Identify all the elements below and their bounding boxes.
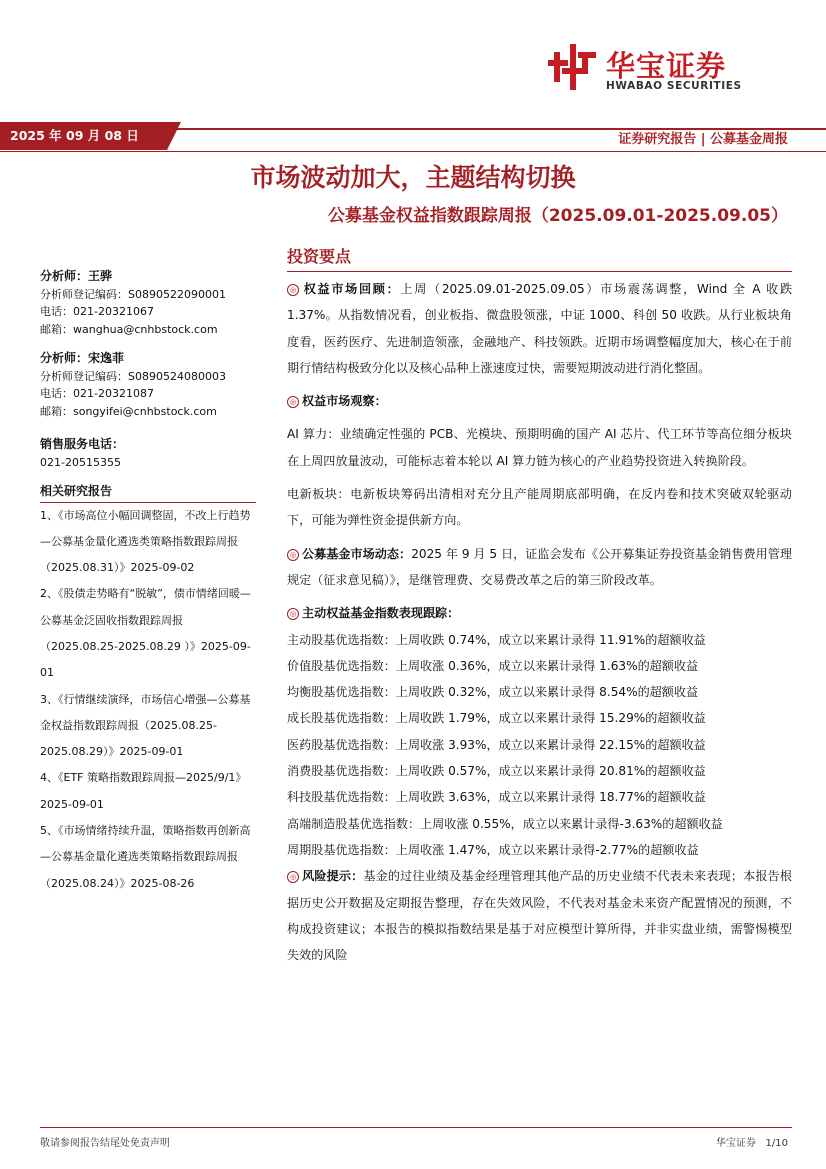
page-subtitle: 公募基金权益指数跟踪周报（2025.09.01-2025.09.05） bbox=[327, 206, 788, 226]
footer-company: 华宝证券 bbox=[715, 1138, 756, 1149]
market-review bbox=[287, 276, 792, 381]
index-list bbox=[287, 627, 792, 864]
index-tracking-label: ◎ 主动权益基金指数表现跟踪： bbox=[287, 600, 792, 626]
analyst-name: 分析师：王骅 bbox=[40, 269, 113, 283]
index-item: 成长股基优选指数：上周收跌 1.79%，成立以来累计录得 15.29%的超额收益 bbox=[287, 711, 706, 726]
analyst-email: 邮箱：wanghua@cnhbstock.com bbox=[40, 322, 218, 336]
related-report-item: 1、《市场高位小幅回调整固，不改上行趋势—公募基金量化遴选类策略指数跟踪周报（2025.08.31）》2025-09-02 bbox=[40, 508, 251, 575]
analyst-name: 分析师：宋逸菲 bbox=[40, 351, 125, 365]
index-item: 主动股基优选指数：上周收跌 0.74%，成立以来累计录得 11.91%的超额收益 bbox=[287, 632, 706, 647]
sidebar bbox=[40, 262, 256, 897]
related-report-item: 2、《股债走势略有“脱敏”，债市情绪回暖—公募基金泛固收指数跟踪周报 （2025.08.25-2025.08.29 ）》2025-09-01 bbox=[40, 587, 251, 680]
index-item: 价值股基优选指数：上周收涨 0.36%，成立以来累计录得 1.63%的超额收益 bbox=[287, 658, 699, 673]
logo-english-name: HWABAO SECURITIES bbox=[606, 80, 742, 92]
index-item: 科技股基优选指数：上周收跌 3.63%，成立以来累计录得 18.77%的超额收益 bbox=[287, 790, 706, 805]
analyst-phone: 电话：021-20321067 bbox=[40, 305, 154, 318]
market-review-label: ◎ 权益市场回顾： bbox=[287, 282, 400, 296]
main-content bbox=[287, 244, 792, 968]
report-date: 2025 年 09 月 08 日 bbox=[0, 122, 167, 150]
related-report-item: 3、《行情继续演绎，市场信心增强—公募基金权益指数跟踪周报（2025.08.25-2025.08.29）》2025-09-01 bbox=[40, 692, 251, 759]
risk-warning: ◎ 风险提示：基金的过往业绩及基金经理管理其他产品的历史业绩不代表未来表现；本报告根据历史公开数据及定期报告整理，存在失效风险，不代表对基金未来资产配置情况的预测，不构成投资建议；本报告的模拟指数结果是基于对应模型计算所得，并非实盘业绩，需警惕模型失效的风险 bbox=[287, 869, 792, 963]
index-item: 均衡股基优选指数：上周收跌 0.32%，成立以来累计录得 8.54%的超额收益 bbox=[287, 685, 699, 700]
index-item: 医药股基优选指数：上周收涨 3.93%，成立以来累计录得 22.15%的超额收益 bbox=[287, 737, 706, 752]
related-reports-title: 相关研究报告 bbox=[40, 483, 256, 503]
observation-ai: AI 算力：业绩确定性强的 PCB、光模块、预期明确的国产 AI 芯片、代工环节等高位细分板块在上周四放量波动，可能标志着本轮以 AI 算力链为核心的产业趋势投资进入转换阶段。 bbox=[287, 427, 792, 468]
logo-chinese-name: 华宝证券 bbox=[606, 49, 727, 83]
bullet-icon: ◎ bbox=[287, 549, 299, 561]
company-logo bbox=[548, 42, 780, 94]
fund-market-news: ◎ 公募基金市场动态：2025 年 9 月 5 日，证监会发布《公开募集证券投资基金销售费用管理规定（征求意见稿）》，是继管理费、交易费改革之后的第三阶段改革。 bbox=[287, 546, 792, 587]
related-reports-list bbox=[40, 503, 256, 897]
risk-text: 基金的过往业绩及基金经理管理其他产品的历史业绩不代表未来表现；本报告根据历史公开数据及定期报告整理，存在失效风险，不代表对基金未来资产配置情况的预测，不构成投资建议；本报告的模拟指数结果是基于对应模型计算所得，并非实盘业绩，需警惕模型失效的风险 bbox=[287, 869, 792, 963]
sales-title: 销售服务电话： bbox=[40, 437, 125, 451]
page-number: 1/10 bbox=[765, 1138, 788, 1149]
observation-battery: 电新板块：电新板块筹码出清相对充分且产能周期底部明确，在反内卷和技术突破双轮驱动下，可能为弹性资金提供新方向。 bbox=[287, 487, 792, 528]
analyst-block bbox=[40, 268, 256, 338]
bullet-icon: ◎ bbox=[287, 284, 299, 296]
footer-right bbox=[716, 1134, 788, 1149]
index-item: 高端制造股基优选指数：上周收涨 0.55%，成立以来累计录得-3.63%的超额收益 bbox=[287, 816, 723, 831]
analyst-reg-code: 分析师登记编码：S0890522090001 bbox=[40, 287, 226, 301]
analyst-block bbox=[40, 350, 256, 420]
sales-phone: 021-20515355 bbox=[40, 455, 121, 469]
analyst-phone: 电话：021-20321087 bbox=[40, 387, 154, 400]
hwabao-logo-icon bbox=[548, 42, 600, 94]
market-observation-label: ◎ 权益市场观察： bbox=[287, 388, 792, 414]
related-report-item: 5、《市场情绪持续升温，策略指数再创新高—公募基金量化遴选类策略指数跟踪周报（2025.08.24）》2025-08-26 bbox=[40, 824, 251, 890]
index-item: 消费股基优选指数：上周收跌 0.57%，成立以来累计录得 20.81%的超额收益 bbox=[287, 764, 706, 779]
related-report-item: 4、《ETF 策略指数跟踪周报—2025/9/1》2025-09-01 bbox=[40, 771, 247, 811]
bullet-icon: ◎ bbox=[287, 396, 299, 408]
bullet-icon: ◎ bbox=[287, 608, 299, 620]
report-series: 证券研究报告 | 公募基金周报 bbox=[618, 132, 788, 147]
market-review-text: 上周（2025.09.01-2025.09.05）市场震荡调整，Wind 全 A 收跌 1.37%。从指数情况看，创业板指、微盘股领涨，中证 1000、科创 50 收跌。从行业板块角度看，医药医疗、先进制造领涨，金融地产、科技领跌。近期市场调整幅度加大，核心在于前期行情结构极致分化以及核心品种上涨速度过快，需要短期波动进行消化整固。 bbox=[287, 282, 792, 375]
section-heading: 投资要点 bbox=[287, 244, 792, 272]
index-item: 周期股基优选指数：上周收涨 1.47%，成立以来累计录得-2.77%的超额收益 bbox=[287, 842, 699, 857]
bullet-icon: ◎ bbox=[287, 871, 299, 883]
analyst-reg-code: 分析师登记编码：S0890524080003 bbox=[40, 369, 226, 383]
fund-market-text: 2025 年 9 月 5 日，证监会发布《公开募集证券投资基金销售费用管理规定（征求意见稿）》，是继管理费、交易费改革之后的第三阶段改革。 bbox=[287, 546, 792, 587]
page-title: 市场波动加大，主题结构切换 bbox=[250, 163, 576, 192]
footer-divider bbox=[40, 1127, 792, 1128]
header-underline bbox=[0, 151, 826, 152]
footer-disclaimer: 敬请参阅报告结尾处免责声明 bbox=[40, 1138, 170, 1149]
analyst-email: 邮箱：songyifei@cnhbstock.com bbox=[40, 404, 217, 418]
